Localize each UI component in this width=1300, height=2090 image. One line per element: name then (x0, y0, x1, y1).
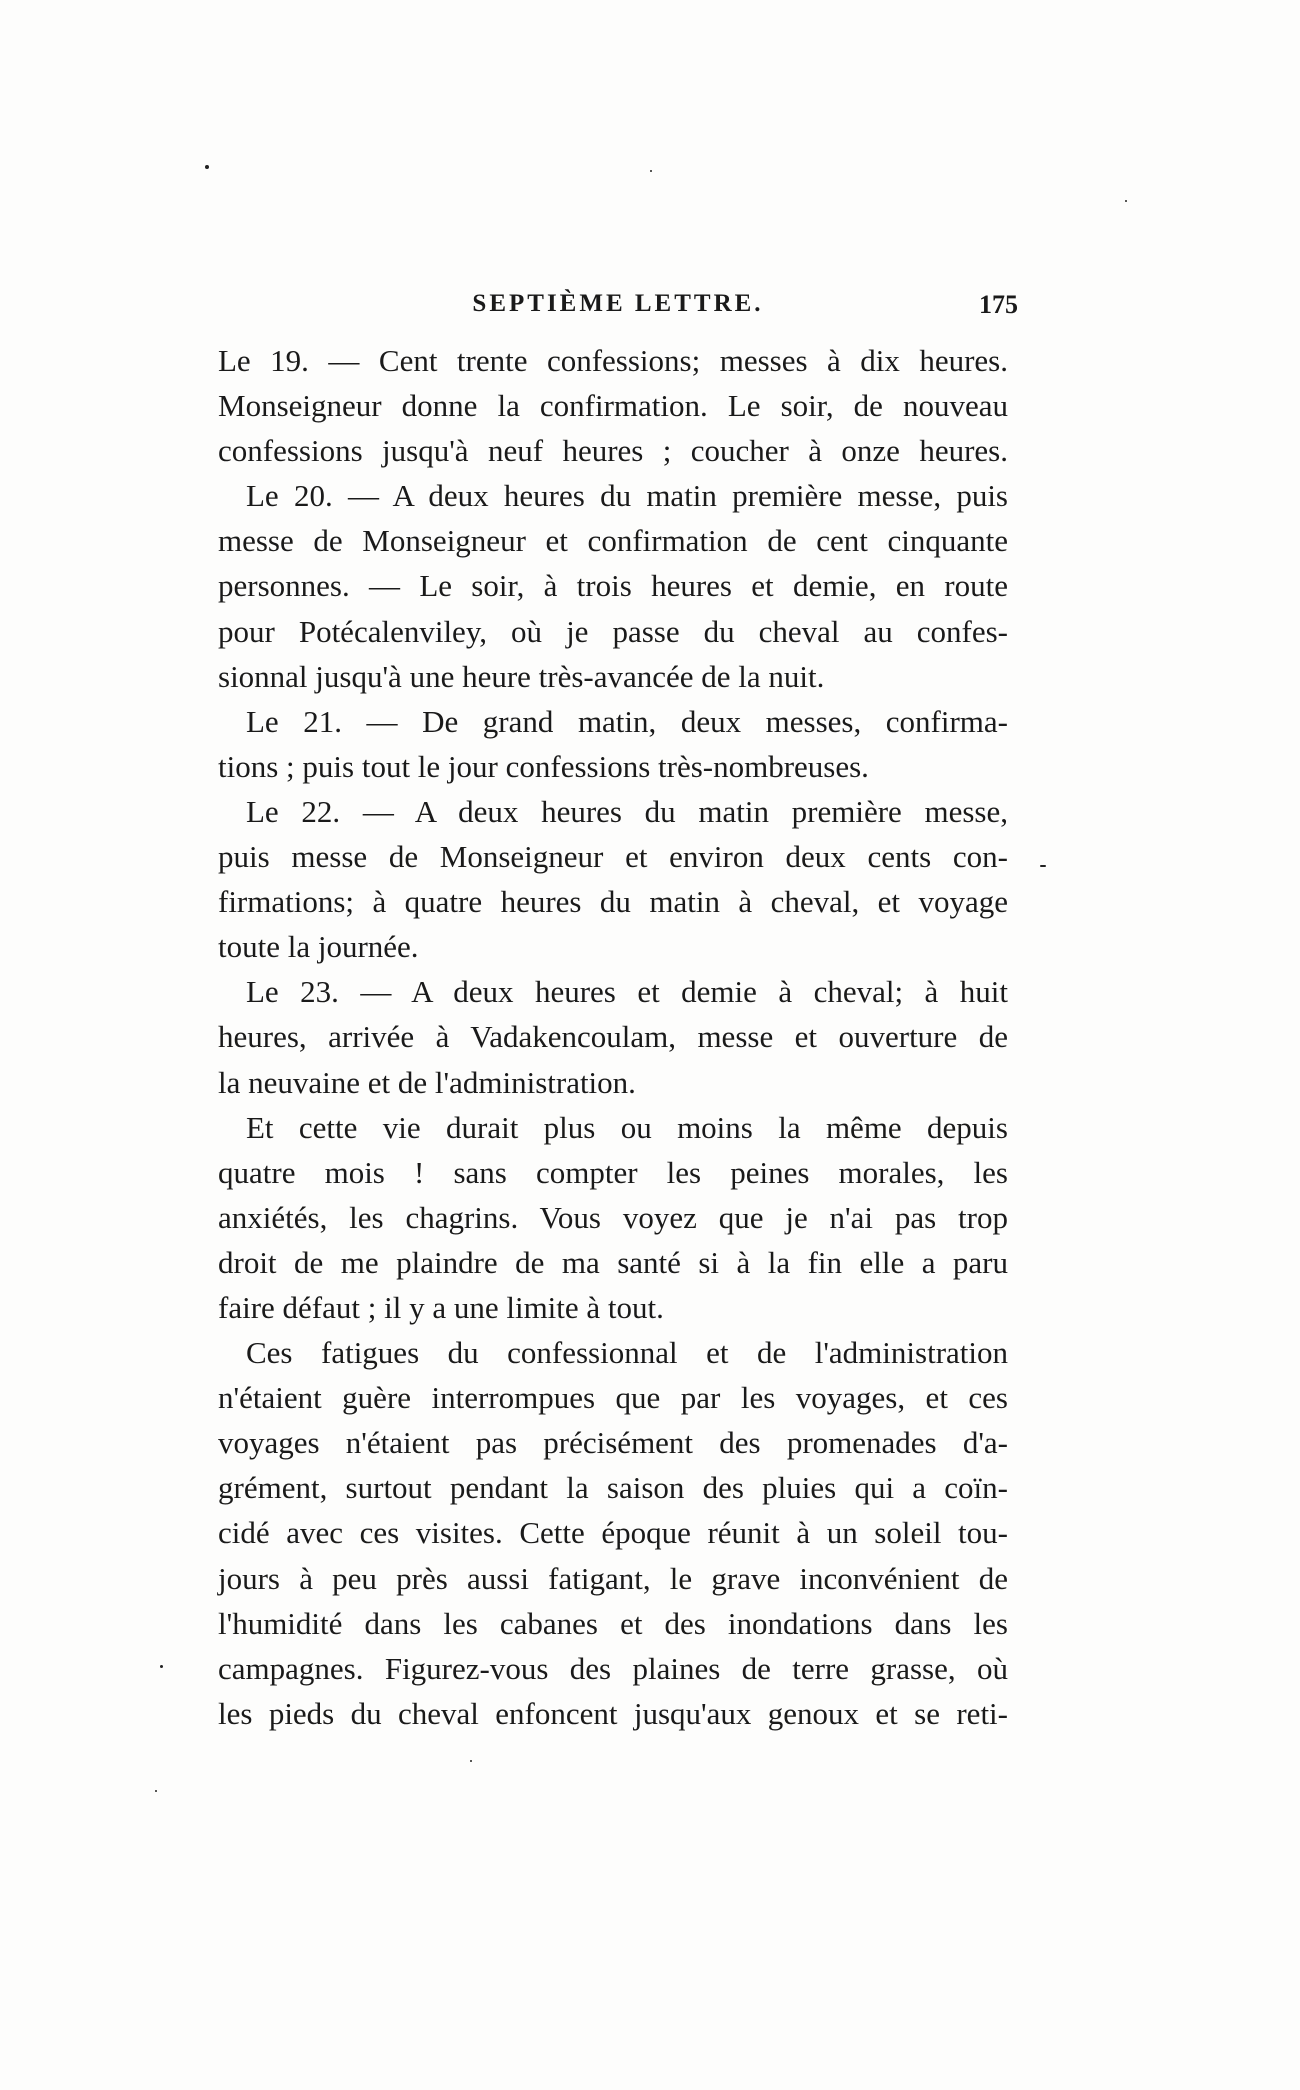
text-line: Le 22. — A deux heures du matin première messe, (246, 793, 1008, 829)
scan-speck (1040, 865, 1046, 867)
text-line: confessions jusqu'à neuf heures ; coucher à onze heures. (218, 433, 1008, 469)
text-line: voyages n'étaient pas précisément des promenades d'a- (218, 1425, 1008, 1461)
text-line: pour Potécalenviley, où je passe du cheval au confes- (218, 613, 1008, 649)
running-header (218, 290, 1018, 330)
text-line: faire défaut ; il y a une limite à tout. (218, 1289, 664, 1325)
text-line: Le 23. — A deux heures et demie à cheval; à huit (246, 974, 1008, 1010)
scan-speck (155, 1790, 157, 1792)
scan-speck (650, 170, 652, 172)
text-line: Le 19. — Cent trente confessions; messes à dix heures. (218, 343, 1008, 378)
text-line: Et cette vie durait plus ou moins la même depuis (246, 1109, 1008, 1145)
scan-speck (205, 165, 209, 169)
text-line: l'humidité dans les cabanes et des inondations dans les (218, 1605, 1008, 1641)
text-line: puis messe de Monseigneur et environ deux cents con- (218, 839, 1008, 875)
scan-speck (160, 1665, 163, 1668)
text-line: sionnal jusqu'à une heure très-avancée de la nuit. (218, 658, 825, 694)
text-line: droit de me plaindre de ma santé si à la fin elle a paru (218, 1244, 1008, 1280)
text-line: Le 20. — A deux heures du matin première messe, puis (246, 478, 1008, 514)
text-line: firmations; à quatre heures du matin à cheval, et voyage (218, 884, 1008, 920)
text-line: messe de Monseigneur et confirmation de cent cinquante (218, 523, 1008, 559)
text-line: heures, arrivée à Vadakencoulam, messe et ouverture de (218, 1019, 1008, 1055)
text-line: n'étaient guère interrompues que par les voyages, et ces (218, 1380, 1008, 1416)
text-line: toute la journée. (218, 929, 419, 965)
text-line: quatre mois ! sans compter les peines morales, les (218, 1154, 1008, 1190)
page-number: 175 (979, 290, 1018, 319)
text-line: Ces fatigues du confessionnal et de l'administration (246, 1335, 1008, 1371)
running-title: SEPTIÈME LETTRE. (472, 290, 764, 317)
text-line: grément, surtout pendant la saison des pluies qui a coïn- (218, 1470, 1008, 1506)
text-line: campagnes. Figurez-vous des plaines de terre grasse, où (218, 1650, 1008, 1686)
text-line: cidé avec ces visites. Cette époque réunit à un soleil tou- (218, 1515, 1008, 1551)
text-line: jours à peu près aussi fatigant, le grave inconvénient de (218, 1560, 1008, 1596)
text-line: anxiétés, les chagrins. Vous voyez que je n'ai pas trop (218, 1199, 1008, 1235)
text-line: les pieds du cheval enfoncent jusqu'aux genoux et se reti- (218, 1695, 1008, 1731)
text-line: tions ; puis tout le jour confessions très-nombreuses. (218, 748, 869, 784)
scan-speck (470, 1760, 472, 1762)
body-text (218, 338, 1008, 1736)
text-line: Le 21. — De grand matin, deux messes, confirma- (246, 703, 1008, 739)
text-line: personnes. — Le soir, à trois heures et demie, en route (218, 568, 1008, 604)
text-line: Monseigneur donne la confirmation. Le soir, de nouveau (218, 388, 1008, 424)
text-line: la neuvaine et de l'administration. (218, 1064, 636, 1100)
scan-speck (1125, 200, 1127, 202)
